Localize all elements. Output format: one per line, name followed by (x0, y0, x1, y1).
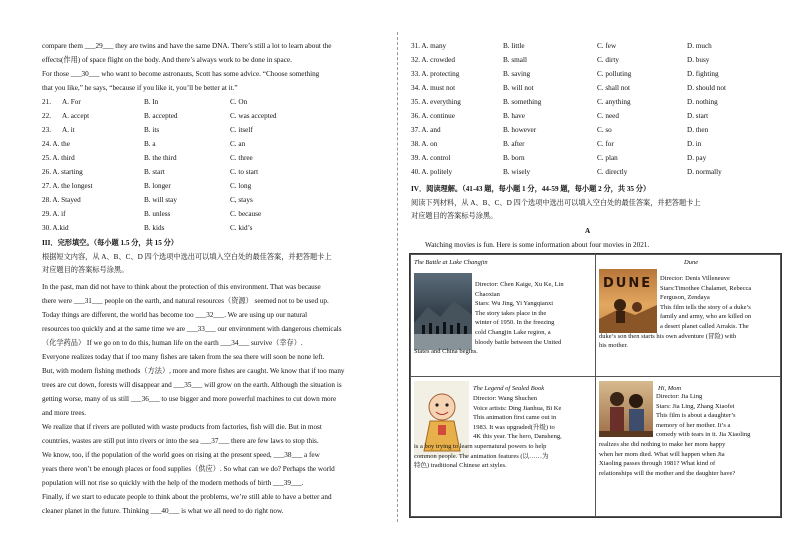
movie-title: Hi, Mom (658, 385, 682, 392)
part-label: A (585, 227, 591, 235)
choice-option: B. longer (144, 182, 171, 190)
movie-info-line: 4K this year. The hero, Dansheng, (473, 433, 562, 441)
movie-info-line: Director: Chen Kaige, Xu Ke, Lin (475, 281, 564, 288)
choice-option: 21. (42, 98, 51, 106)
choice-option: B. something (503, 98, 542, 106)
poster-dune-text: DUNE (603, 276, 653, 291)
choice-option: B. its (144, 126, 160, 134)
movie-info-line: when her mom died. What will happen when Jia (599, 450, 725, 458)
choice-option: C. anything (597, 98, 631, 106)
intro-line: compare them ___29___ they are twins and have the same DNA. There’s still a lot to learn about the (42, 42, 332, 50)
choice-option: C. for (597, 140, 614, 148)
movie-info-line: common people. The animation features (以……为 (414, 452, 549, 460)
movie-cell-dune (595, 254, 781, 377)
movie-info-line: Director: Wang Shuchen (473, 395, 537, 402)
movie-info-line: The story takes place in the (475, 309, 547, 317)
movie-info-line: is a boy trying to learn supernatural powers to help (414, 443, 547, 450)
movie-cell-legend (410, 376, 596, 517)
movie-info-line: 特色) traditional Chinese art styles. (414, 462, 507, 470)
choice-option: 26. A. starting (42, 168, 83, 176)
choice-option: C. long (230, 182, 252, 190)
movie-info-line: memory of her mother. It’s a (656, 421, 731, 429)
intro-line: effects(作用) of space flight on the body. And there’s always work to be done in space. (42, 56, 292, 64)
choice-option: B. however (503, 126, 537, 134)
passage-line: In the past, man did not have to think about the protection of this environment. That was because (42, 283, 321, 291)
choice-option: D. nothing (687, 98, 718, 106)
passage-line: Today things are different, the world has become too ___32___. We are using up our natural (42, 311, 308, 319)
choice-option: C. polluting (597, 70, 632, 78)
poster-himom-image (599, 381, 653, 437)
choice-option: B. will stay (144, 196, 177, 204)
choice-option: 36. A. continue (411, 112, 455, 120)
movie-info-line: Voice artists: Ding Jianhua, Bi Ke (473, 404, 562, 412)
section4-title: IV．阅读理解。（41-43 题，每小题 1 分，44-59 题，每小题 2 分，共 35 分） (411, 185, 651, 193)
choice-option: B. start (144, 168, 165, 176)
choice-option: B. saving (503, 70, 531, 78)
choice-option: D. start (687, 112, 709, 120)
choice-option: C. shall not (597, 84, 630, 92)
movie-info-line: Ferguson, Zendaya (660, 294, 710, 302)
instruction-line: 根据短文内容，从 A、B、C、D 四个选项中选出可以填入空白处的最佳答案，并把答题卡上 (42, 253, 332, 261)
choice-option: 22. (42, 112, 51, 120)
choice-option: B. a (144, 140, 156, 148)
movie-table (409, 253, 782, 518)
choice-option: B. kids (144, 224, 165, 232)
movie-info-line: Chaoxian (475, 290, 500, 298)
choice-option: A. it (62, 126, 75, 134)
movie-info-line: his mother. (599, 342, 628, 350)
poster-dune-image (599, 269, 657, 333)
intro-line: that you like,” he says, “because if you like it, you’ll be better at it.” (42, 84, 238, 92)
movie-info-line: family and army, who are killed on (660, 313, 752, 321)
movie-info-line: This film tells the story of a duke’s (660, 303, 751, 311)
choice-option: B. born (503, 154, 525, 162)
choice-option: C. directly (597, 168, 628, 176)
choice-option: D. in (687, 140, 702, 148)
movie-cell-himom (595, 376, 781, 517)
choice-option: 39. A. control (411, 154, 451, 162)
movie-info-line: duke’s son then starts his own adventure (冒险) with (599, 332, 737, 340)
movie-info-line: bloody battle between the United (475, 338, 562, 346)
choice-option: C. so (597, 126, 612, 134)
choice-option: B. the third (144, 154, 177, 162)
passage-line: We know, too, if the population of the world goes on rising at the present speed, ___38___ a few (42, 451, 320, 459)
passage-line: countries, wastes are still put into rivers or into the sea ___37___ there are few laws to stop this. (42, 437, 319, 445)
movie-info-line: Stars: Wu Jing, Yi Yangqianxi (475, 300, 554, 308)
choice-option: D. normally (687, 168, 722, 176)
choice-option: 25. A. third (42, 154, 75, 162)
choice-option: B. will not (503, 84, 534, 92)
choice-option: C. itself (230, 126, 253, 134)
choice-option: 34. A. must not (411, 84, 456, 92)
choice-option: C. was accepted (230, 112, 277, 120)
choice-option: D. should not (687, 84, 726, 92)
instruction-line: 阅读下列材料，从 A、B、C、D 四个选项中选出可以填入空白处的最佳答案，并把答题卡上 (411, 199, 701, 207)
choice-option: C, stays (230, 196, 253, 204)
choice-option: C. to start (230, 168, 259, 176)
choice-option: 38. A. on (411, 140, 438, 148)
choice-option: D. busy (687, 56, 710, 64)
passage-line: resources too quickly and at the same time we are ___33___ our environment with dangerous chemicals (42, 325, 342, 333)
instruction-line: 对应题目的答案标号涂黑。 (42, 266, 129, 274)
choice-option: 30. A.kid (42, 224, 69, 232)
passage-line: Everyone realizes today that if too many fishes are taken from the sea there will soon be none left. (42, 353, 325, 361)
choice-option: 27. A. the longest (42, 182, 93, 190)
choice-option: 28. A. Stayed (42, 196, 81, 204)
instruction-line: 对应题目的答案标号涂黑。 (411, 212, 498, 220)
movie-title: The Battle at Lake Changjin (414, 259, 488, 266)
choice-option: C. few (597, 42, 617, 50)
choice-option: D. pay (687, 154, 707, 162)
choice-option: C. dirty (597, 56, 619, 64)
movie-info-line: Xiaoling passes through 1981? What kind of (599, 460, 716, 468)
passage-line: Finally, if we start to educate people to think about the problems, we’re still able to have a better and (42, 493, 332, 501)
passage-line: But, with modern fishing methods（方法）, more and more fishes are caught. We know that if too many (42, 367, 345, 375)
choice-option: B. little (503, 42, 525, 50)
movie-info-line: winter of 1950. In the freezing (475, 319, 555, 327)
choice-option: 33. A. protecting (411, 70, 460, 78)
choice-option: 35. A. everything (411, 98, 461, 106)
section3-title: III．完形填空。（每小题 1.5 分，共 15 分） (42, 239, 178, 247)
choice-option: A. For (62, 98, 81, 106)
choice-option: D. much (687, 42, 712, 50)
choice-option: B. small (503, 56, 527, 64)
movie-title: The Legend of Sealed Book (473, 385, 545, 392)
choice-option: B. after (503, 140, 525, 148)
passage-line: （化学药品） If we go on to do this, human life on the earth ___34___ survive（幸存）. (42, 339, 303, 347)
choice-option: 31. A. many (411, 42, 447, 50)
poster-battle-image (414, 273, 472, 350)
passage-line: population will not rise so quickly with the help of the modern methods of birth ___39___. (42, 479, 304, 487)
movie-info-line: Stars: Jia Ling, Zhang Xiaofei (656, 402, 735, 410)
choice-option: 32. A. crowded (411, 56, 455, 64)
choice-option: C. On (230, 98, 248, 106)
movie-info-line: relationships will the mother and the daughter have? (599, 469, 736, 477)
choice-option: B. In (144, 98, 159, 106)
choice-option: 37. A. and (411, 126, 441, 134)
movie-info-line: 1983. It was upgraded(升级) to (473, 423, 555, 431)
passage-line: We realize that if rivers are polluted with waste products from factories, fish will die. But in most (42, 423, 322, 431)
passage-line: cleaner planet in the future. Thinking ___40___ is what we all need to do right now. (42, 507, 284, 515)
movie-info-line: comedy with tears in it. Jia Xiaoling (656, 431, 751, 439)
movie-cell-battle (410, 254, 596, 377)
choice-option: C. an (230, 140, 246, 148)
movie-info-line: Stars:Timothee Chalamet, Rebecca (660, 284, 752, 292)
passage-line: years there won’t be enough places or food supplies（供应）. So what can we do? Perhaps the world (42, 465, 335, 473)
choice-option: C. plan (597, 154, 618, 162)
choice-option: C. three (230, 154, 253, 162)
choice-option: B. wisely (503, 168, 531, 176)
movie-info-line: realizes she did nothing to make her mom happy (599, 441, 726, 448)
intro-line: For those ___30___ who want to become astronauts, Scott has some advice. “Choose something (42, 70, 320, 78)
choice-option: 40. A. politely (411, 168, 453, 176)
choice-option: D. fighting (687, 70, 719, 78)
choice-option: C. because (230, 210, 262, 218)
choice-option: B. unless (144, 210, 171, 218)
movie-info-line: States and China begins. (414, 348, 478, 356)
choice-option: D. then (687, 126, 709, 134)
choice-option: C. need (597, 112, 619, 120)
movie-info-line: Director: Jia Ling (656, 393, 703, 400)
movie-title: Dune (684, 259, 699, 266)
passage-line: trees are cut down, forests will disappear and ___35___ will grow on the earth. Although the situation is (42, 381, 342, 389)
column-divider (397, 32, 398, 522)
passage-line: and more trees. (42, 409, 87, 417)
part-intro: Watching movies is fun. Here is some information about four movies in 2021. (425, 241, 650, 249)
movie-info-line: This animation first came out in (473, 414, 557, 422)
movie-info-line: cold Changjin Lake region, a (475, 329, 551, 336)
choice-option: 24. A. the (42, 140, 70, 148)
choice-option: A. accept (62, 112, 90, 120)
choice-option: 23. (42, 126, 51, 134)
choice-option: 29. A. if (42, 210, 66, 218)
movie-info-line: a desert planet called Arrakis. The (660, 323, 749, 330)
passage-line: getting worse, many of us still ___36___ to use bigger and more powerful machines to cut down more (42, 395, 337, 403)
choice-option: C. kid’s (230, 224, 253, 232)
movie-info-line: Director: Denis Villeneuve (660, 275, 730, 282)
choice-option: B. accepted (144, 112, 178, 120)
choice-option: B. have (503, 112, 525, 120)
passage-line: there were ___31___ people on the earth, and natural resources（资源） seemed not to be used up. (42, 297, 329, 305)
movie-info-line: This film is about a daughter’s (656, 412, 736, 420)
